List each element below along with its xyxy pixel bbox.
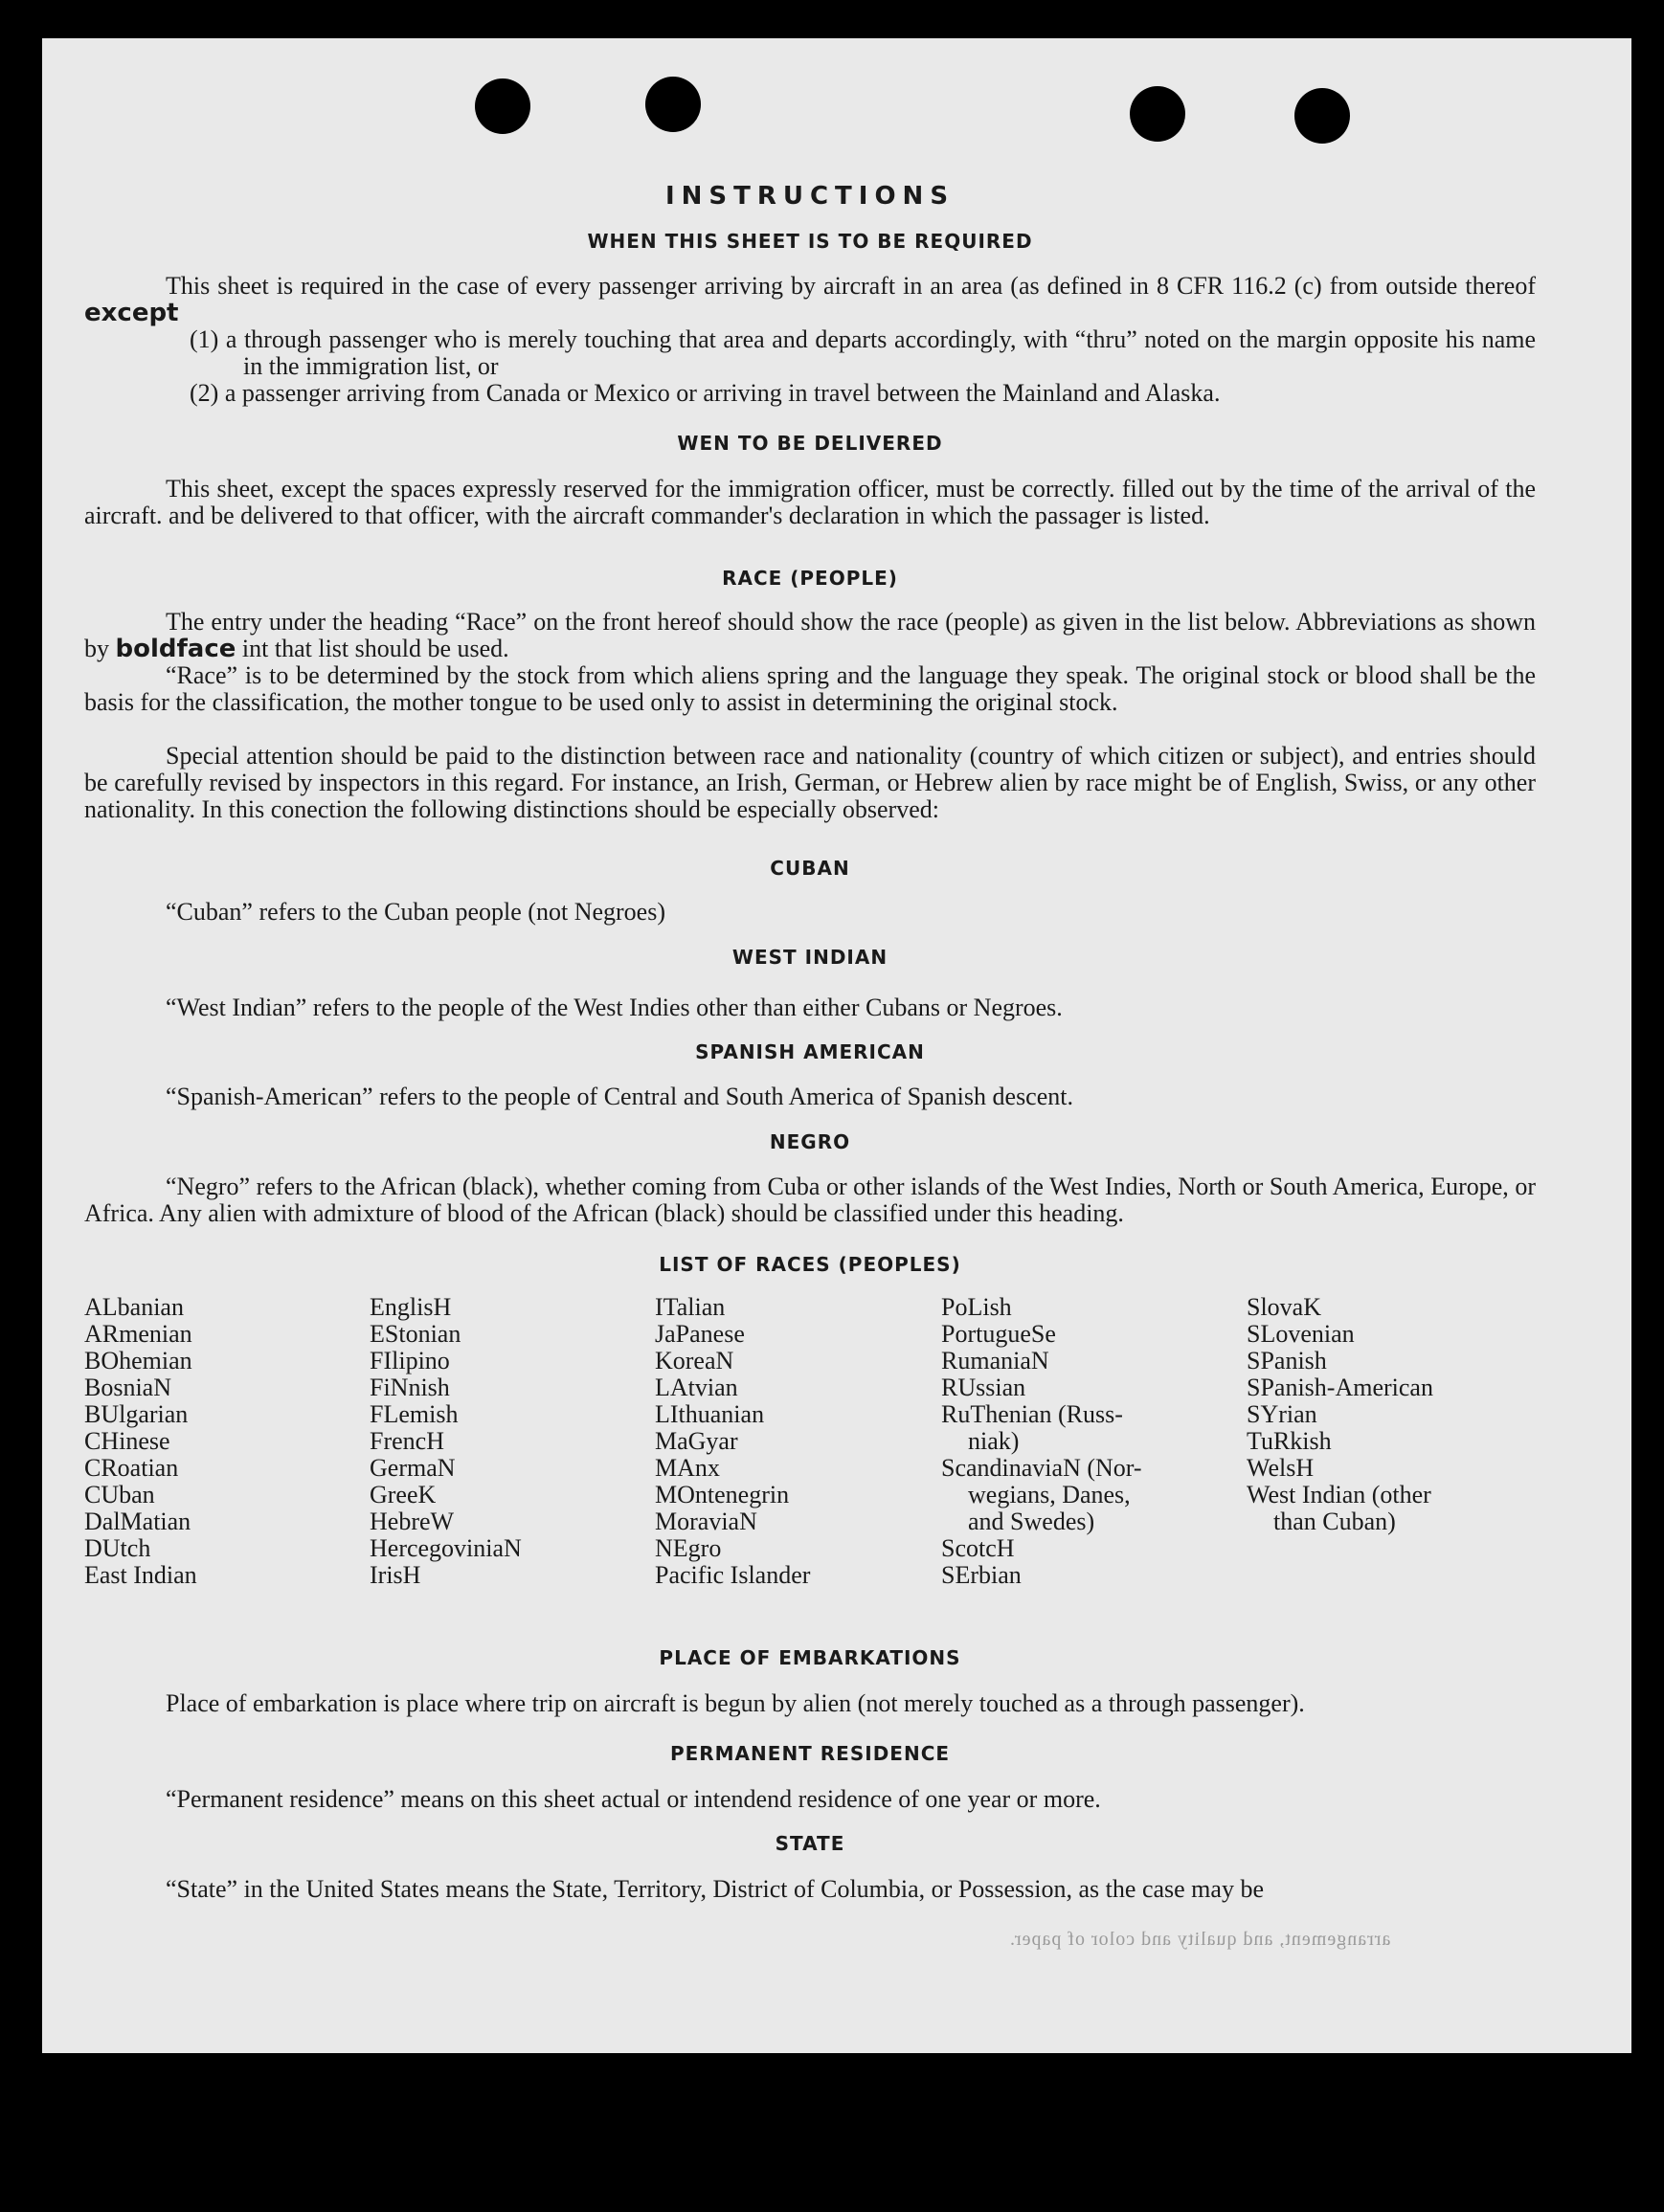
list-item: than Cuban) bbox=[1273, 1508, 1396, 1535]
list-item: SlovaK bbox=[1247, 1293, 1321, 1321]
list-item: niak) bbox=[968, 1427, 1020, 1455]
page-title: INSTRUCTIONS bbox=[664, 182, 956, 211]
list-item: RuThenian (Russ- bbox=[941, 1400, 1123, 1428]
paragraph-embarkation: Place of embarkation is place where trip on aircraft is begun by alien (not merely touched as a through passenger). bbox=[166, 1689, 1305, 1717]
section-heading-west-indian: WEST INDIAN bbox=[731, 946, 888, 969]
list-item: ITalian bbox=[655, 1293, 726, 1321]
list-item: MoraviaN bbox=[655, 1508, 757, 1535]
list-item: RUssian bbox=[941, 1374, 1026, 1401]
list-item: CRoatian bbox=[84, 1454, 179, 1482]
list-item: EnglisH bbox=[370, 1293, 452, 1321]
section-heading-permanent-residence: PERMANENT RESIDENCE bbox=[669, 1742, 951, 1765]
paragraph-west-indian: “West Indian” refers to the people of the West Indies other than either Cubans or Negroes. bbox=[166, 994, 1063, 1021]
list-item: PortugueSe bbox=[941, 1320, 1056, 1348]
list-item: JaPanese bbox=[655, 1320, 745, 1348]
section-heading-state: STATE bbox=[775, 1832, 845, 1855]
paragraph-race-nationality: Special attention should be paid to the distinction between race and nationality (country of which citizen or subject), and entries should be carefully revised by inspectors in this regard. For instance, an Irish, German, or Hebrew alien by race might be of English, Swiss, or any other nationality. In this conection the following distinctions should be especially observed: bbox=[84, 742, 1536, 823]
race-list-column bbox=[1247, 1294, 1433, 1535]
list-item: FrencH bbox=[370, 1427, 444, 1455]
list-item: ScandinaviaN (Nor- bbox=[941, 1454, 1142, 1482]
list-item: DUtch bbox=[84, 1534, 151, 1562]
list-item: GermaN bbox=[370, 1454, 456, 1482]
list-item: TuRkish bbox=[1247, 1427, 1332, 1455]
list-item: LAtvian bbox=[655, 1374, 738, 1401]
list-item: SPanish-American bbox=[1247, 1374, 1433, 1401]
section-heading-race: RACE (PEOPLE) bbox=[722, 567, 898, 590]
section-heading-negro: NEGRO bbox=[769, 1130, 851, 1153]
race-list-column bbox=[655, 1294, 810, 1589]
bleed-through-text: arrangement, and quality and color of paper. bbox=[1009, 1929, 1391, 1950]
list-item: BosniaN bbox=[84, 1374, 171, 1401]
paragraph-cuban: “Cuban” refers to the Cuban people (not Negroes) bbox=[166, 898, 665, 926]
list-item: IrisH bbox=[370, 1561, 421, 1589]
list-item: SLovenian bbox=[1247, 1320, 1355, 1348]
list-item: and Swedes) bbox=[968, 1508, 1095, 1535]
list-item: MAnx bbox=[655, 1454, 720, 1482]
list-item: HebreW bbox=[370, 1508, 455, 1535]
paragraph-when-delivered: This sheet, except the spaces expressly reserved for the immigration officer, must be correctly. filled out by the time of the arrival of the aircraft. and be delivered to that officer, with the aircraft commander's declaration in which the passager is listed. bbox=[84, 475, 1536, 529]
list-item: FLemish bbox=[370, 1400, 459, 1428]
list-item: East Indian bbox=[84, 1561, 197, 1589]
punch-hole bbox=[475, 78, 530, 134]
list-item-through-passenger: (1) a through passenger who is merely touching that area and departs accordingly, with “thru” noted on the margin opposite his name in the immigration list, or bbox=[190, 325, 1536, 380]
paragraph-state: “State” in the United States means the State, Territory, District of Columbia, or Possession, as the case may be bbox=[166, 1875, 1264, 1903]
paragraph-race-definition: “Race” is to be determined by the stock from which aliens spring and the language they speak. The original stock or blood shall be the basis for the classification, the mother tongue to be used only to assist in determining the original stock. bbox=[84, 661, 1536, 716]
race-list-column bbox=[370, 1294, 522, 1589]
paragraph-race-entry: The entry under the heading “Race” on the front hereof should show the race (people) as given in the list below. Abbreviations as shown by boldface int that list should be used. bbox=[84, 608, 1536, 663]
list-item-canada-mexico: (2) a passenger arriving from Canada or Mexico or arriving in travel between the Mainland and Alaska. bbox=[190, 379, 1221, 407]
paragraph-spanish-american: “Spanish-American” refers to the people of Central and South America of Spanish descent. bbox=[166, 1083, 1073, 1110]
list-item: FiNnish bbox=[370, 1374, 450, 1401]
paragraph-when-required: This sheet is required in the case of every passenger arriving by aircraft in an area (as defined in 8 CFR 116.2 (c) from outside thereof except bbox=[84, 272, 1536, 327]
list-item: CUban bbox=[84, 1481, 155, 1508]
document-page bbox=[42, 38, 1631, 2053]
list-item: DalMatian bbox=[84, 1508, 191, 1535]
section-heading-embarkation: PLACE OF EMBARKATIONS bbox=[659, 1646, 961, 1669]
section-heading-when-required: WHEN THIS SHEET IS TO BE REQUIRED bbox=[587, 230, 1033, 253]
list-item: SErbian bbox=[941, 1561, 1022, 1589]
paragraph-negro: “Negro” refers to the African (black), whether coming from Cuba or other islands of the West Indies, North or South America, Europe, or Africa. Any alien with admixture of blood of the African (black) should be classified under this heading. bbox=[84, 1173, 1536, 1227]
section-heading-list-of-races: LIST OF RACES (PEOPLES) bbox=[659, 1253, 961, 1276]
list-item: KoreaN bbox=[655, 1347, 734, 1374]
section-heading-cuban: CUBAN bbox=[770, 857, 850, 880]
list-item: PoLish bbox=[941, 1293, 1012, 1321]
list-item: ARmenian bbox=[84, 1320, 192, 1348]
section-heading-spanish-american: SPANISH AMERICAN bbox=[695, 1040, 925, 1063]
paragraph-permanent-residence: “Permanent residence” means on this sheet actual or intendend residence of one year or more. bbox=[166, 1785, 1101, 1813]
list-item: MOntenegrin bbox=[655, 1481, 790, 1508]
punch-hole bbox=[1294, 88, 1350, 144]
list-item: EStonian bbox=[370, 1320, 461, 1348]
punch-hole bbox=[645, 77, 701, 132]
list-item: WelsH bbox=[1247, 1454, 1315, 1482]
list-item: HercegoviniaN bbox=[370, 1534, 522, 1562]
race-list-column bbox=[941, 1294, 1142, 1589]
list-item: LIthuanian bbox=[655, 1400, 765, 1428]
list-item: CHinese bbox=[84, 1427, 170, 1455]
list-item: West Indian (other bbox=[1247, 1481, 1431, 1508]
emphasis-except: except bbox=[84, 299, 179, 327]
list-item: BOhemian bbox=[84, 1347, 192, 1374]
list-item: RumaniaN bbox=[941, 1347, 1049, 1374]
list-item: FIlipino bbox=[370, 1347, 450, 1374]
list-item: SYrian bbox=[1247, 1400, 1317, 1428]
section-heading-when-delivered: WEN TO BE DELIVERED bbox=[677, 432, 943, 455]
list-item: GreeK bbox=[370, 1481, 437, 1508]
list-item: BUlgarian bbox=[84, 1400, 189, 1428]
list-item: wegians, Danes, bbox=[968, 1481, 1131, 1508]
list-item: MaGyar bbox=[655, 1427, 738, 1455]
list-item: Pacific Islander bbox=[655, 1561, 811, 1589]
punch-hole bbox=[1130, 86, 1185, 142]
race-list-column bbox=[84, 1294, 197, 1589]
list-item: ALbanian bbox=[84, 1293, 184, 1321]
emphasis-boldface: boldface bbox=[115, 635, 236, 663]
list-item: ScotcH bbox=[941, 1534, 1015, 1562]
list-item: NEgro bbox=[655, 1534, 722, 1562]
list-item: SPanish bbox=[1247, 1347, 1327, 1374]
